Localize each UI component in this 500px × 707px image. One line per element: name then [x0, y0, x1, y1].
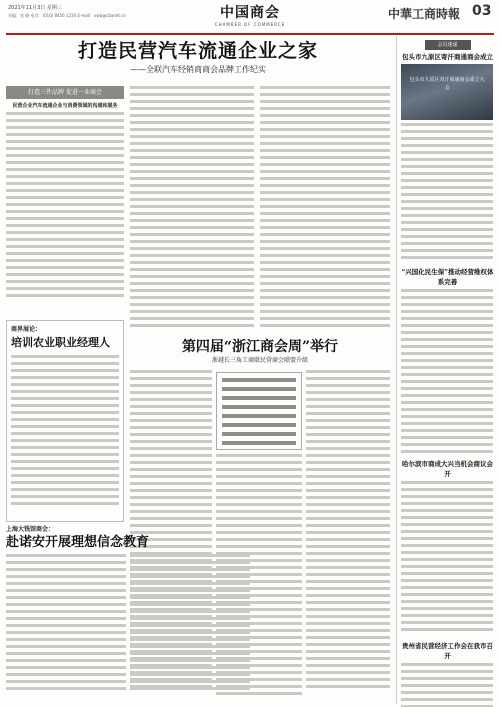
story-1-body [401, 123, 493, 265]
story-4-title: 贵州省民营经济工作会在我市召开 [402, 642, 493, 660]
story-1-title: 包头市九原区寄汗商通商会成立 [402, 53, 493, 61]
right-news-column [396, 36, 494, 704]
lead-body-text-3 [260, 86, 390, 332]
section-name: 中華工商時報 [388, 7, 461, 21]
page-number: 03 [472, 3, 492, 19]
story-3-body [401, 481, 493, 639]
expo-body-text-1 [6, 554, 126, 700]
lead-banner: 打造三件品牌 促进一业商会 [6, 86, 124, 99]
logo-english: CHAMBER OF COMMERCE [214, 22, 286, 27]
zhejiang-body-text-3 [306, 370, 390, 700]
expo-article [6, 524, 256, 702]
story-4-body [401, 663, 493, 707]
farmer-article-title: 培训农业职业经理人 [11, 336, 110, 349]
masthead-rule [6, 33, 494, 35]
farmer-article-kicker: 商界展论： [11, 326, 42, 333]
section-tag: 会员速递 [425, 40, 471, 50]
zhejiang-article-title: 第四届“浙江商会周”举行 [181, 339, 339, 355]
lead-column-1 [6, 86, 124, 320]
lead-headline [6, 38, 390, 82]
contact-line: 采编：张 晓 电话：(010) 8456 1234 E-mail：xwb@cbanet.cn [8, 13, 126, 18]
lead-body-text-2 [130, 86, 254, 332]
farmer-training-article [6, 320, 124, 522]
story-2-title: “兴国化民生保”推动经营维权体系完善 [401, 268, 494, 286]
lead-body-text-1 [6, 112, 124, 302]
publication-logo [198, 2, 302, 27]
pull-quote-box [216, 372, 302, 450]
story-3-title: 哈尔滨市商成大兴当机会商议会开 [402, 460, 493, 478]
zhejiang-article-subtitle: 浙越长三角工商联民营商会联盟升级 [211, 357, 308, 364]
expo-article-title: 赴诺安开展理想信念教育 [6, 535, 150, 550]
expo-article-kicker: 上海大钱馆商会： [6, 526, 55, 533]
expo-body-text-2 [130, 554, 250, 700]
photo-banner-text: 包头市九原区寄汗商通商会成立大会 [409, 77, 485, 91]
lead-subtitle: ——全联汽车经销商商会品牌工作纪实 [130, 65, 266, 74]
news-photo [401, 64, 493, 120]
lead-title: 打造民营汽车流通企业之家 [77, 40, 318, 62]
lead-kicker: 民营企业汽车流通企业与消费领域的沟通和服务 [12, 103, 118, 109]
masthead [0, 0, 500, 38]
story-2-body [401, 289, 493, 457]
dateline: 2021年11月3日 星期三 [8, 5, 62, 11]
logo-chinese: 中国商会 [220, 5, 280, 21]
farmer-article-body [11, 355, 119, 515]
